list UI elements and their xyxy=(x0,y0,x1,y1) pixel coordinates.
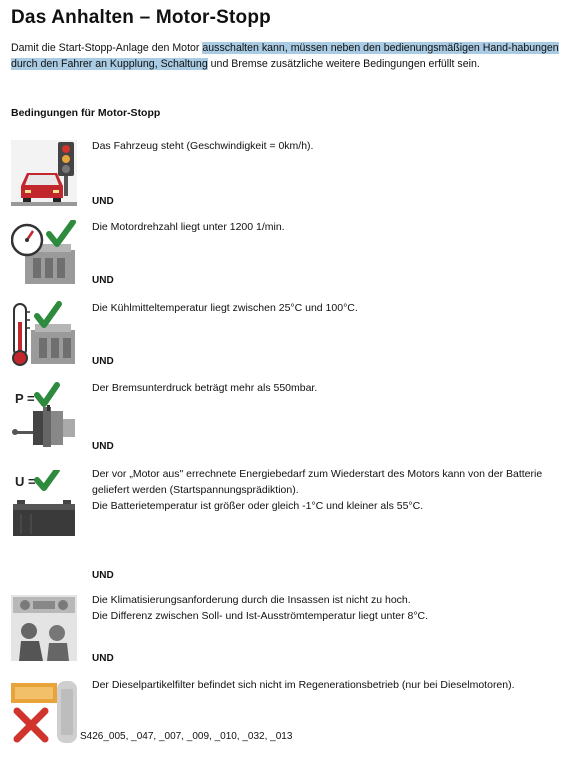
condition-text-2 xyxy=(92,219,562,235)
icon-label: U = xyxy=(15,474,36,489)
condition-text-6 xyxy=(92,592,562,624)
climate-control-occupants-icon xyxy=(11,595,77,661)
condition-line: Der vor „Motor aus" errechnete Energiebedarf zum Wiederstart des Motors kann von der Batterie xyxy=(92,468,543,480)
condition-text-7 xyxy=(92,677,562,693)
condition-text-4 xyxy=(92,380,562,396)
condition-line: Die Klimatisierungsanforderung durch die Insassen ist nicht zu hoch. xyxy=(92,594,411,606)
battery-voltage-icon xyxy=(11,470,77,536)
and-label: UND xyxy=(92,441,114,452)
section-heading: Bedingungen für Motor-Stopp xyxy=(11,107,161,119)
figure-references: S426_005, _047, _007, _009, _010, _032, _013 xyxy=(80,731,293,742)
condition-line: geliefert werden (Startspannungsprädiktion). xyxy=(92,484,299,496)
condition-line: Der Bremsunterdruck beträgt mehr als 550mbar. xyxy=(92,382,318,394)
icon-label: P = xyxy=(15,391,35,406)
condition-text-5 xyxy=(92,466,562,514)
diesel-particulate-filter-icon xyxy=(11,679,77,745)
and-label: UND xyxy=(92,196,114,207)
page-title: Das Anhalten – Motor-Stopp xyxy=(11,7,271,28)
intro-text-end: und Bremse zusätzliche weitere Bedingungen erfüllt sein. xyxy=(207,58,480,70)
condition-text-3 xyxy=(92,300,562,316)
and-label: UND xyxy=(92,275,114,286)
intro-paragraph xyxy=(11,40,563,72)
condition-line: Die Differenz zwischen Soll- und Ist-Ausströmtemperatur liegt unter 8°C. xyxy=(92,610,429,622)
brake-booster-pressure-icon xyxy=(11,381,77,447)
condition-line: Die Batterietemperatur ist größer oder gleich -1°C und kleiner als 55°C. xyxy=(92,500,424,512)
rpm-gauge-engine-icon xyxy=(11,220,77,286)
and-label: UND xyxy=(92,570,114,581)
condition-text-1 xyxy=(92,138,562,154)
condition-line: Das Fahrzeug steht (Geschwindigkeit = 0km/h). xyxy=(92,140,314,152)
intro-text-start: Damit die Start-Stopp-Anlage den Motor xyxy=(11,42,203,54)
traffic-light-car-icon xyxy=(11,140,77,206)
thermometer-engine-icon xyxy=(11,300,77,366)
and-label: UND xyxy=(92,653,114,664)
condition-line: Der Dieselpartikelfilter befindet sich nicht im Regenerationsbetrieb (nur bei Dieselmotoren). xyxy=(92,679,515,691)
condition-line: Die Kühlmitteltemperatur liegt zwischen 25°C und 100°C. xyxy=(92,302,358,314)
intro-highlighted-text: ausschalten kann, müssen neben den bedienungsmäßigen Hand-habungen durch den Fahrer an Kupplung, Schaltung xyxy=(11,42,559,70)
and-label: UND xyxy=(92,356,114,367)
condition-line: Die Motordrehzahl liegt unter 1200 1/min. xyxy=(92,221,285,233)
